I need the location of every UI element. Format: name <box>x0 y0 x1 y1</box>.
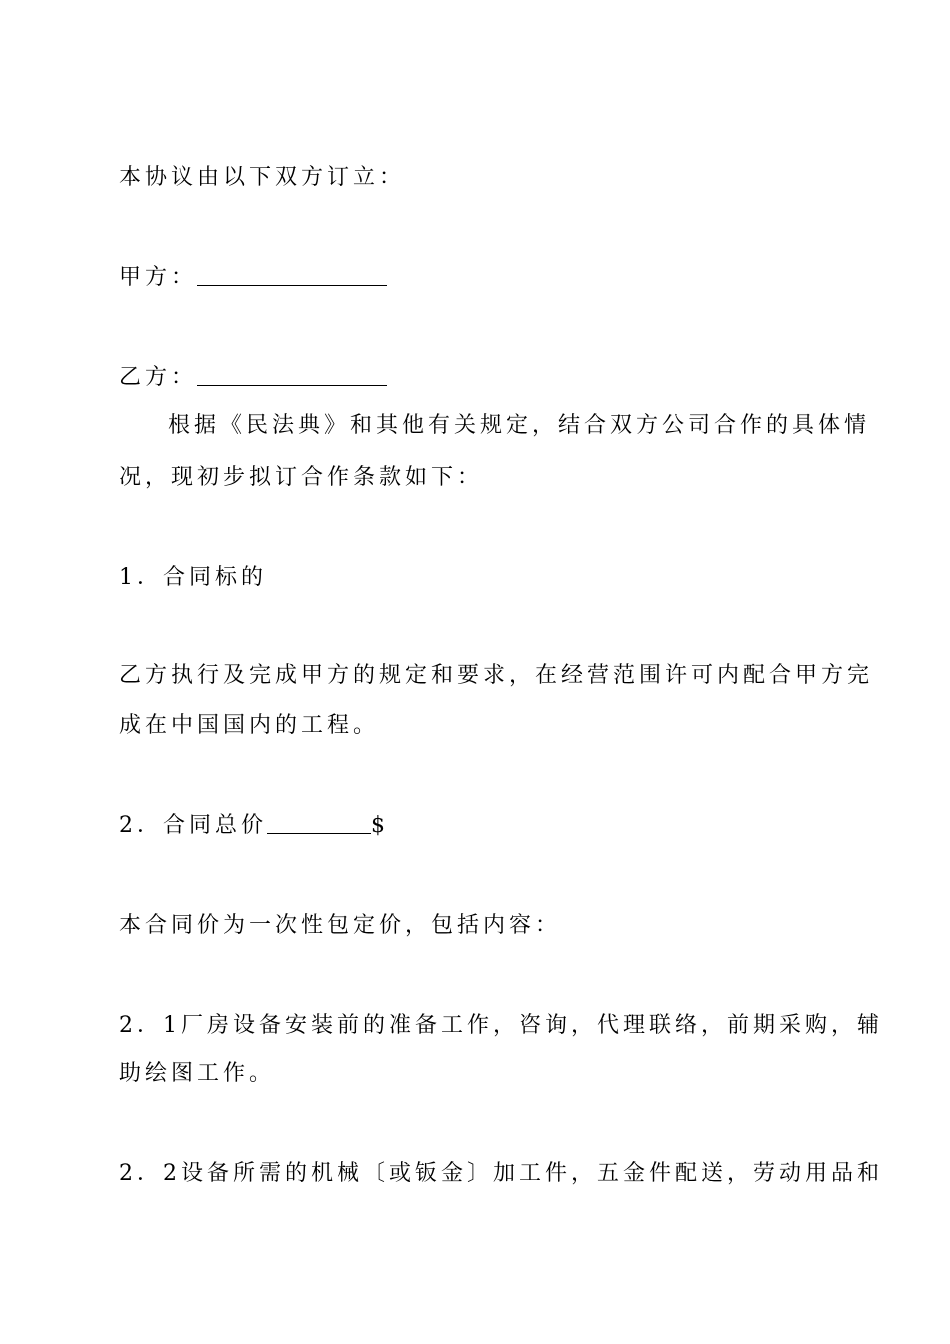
section-2-heading <box>119 811 389 841</box>
basis-paragraph-line-2: 况，现初步拟订合作条款如下： <box>119 465 484 490</box>
party-b-line <box>119 363 387 393</box>
section-2-heading-text: 2．合同总价 <box>119 813 267 838</box>
section-1-line-2: 成在中国国内的工程。 <box>119 713 380 738</box>
party-a-label: 甲方： <box>119 265 198 290</box>
party-b-label: 乙方： <box>119 365 198 390</box>
item-2-1-line-1: 2．1厂房设备安装前的准备工作，咨询，代理联络，前期采购，辅 <box>119 1013 883 1038</box>
contract-price-blank <box>267 813 371 834</box>
section-2-intro: 本合同价为一次性包定价，包括内容： <box>119 913 562 938</box>
party-b-blank <box>197 365 387 386</box>
intro-text: 本协议由以下双方订立： <box>119 165 406 190</box>
item-2-1-line-2: 助绘图工作。 <box>119 1061 276 1086</box>
currency-symbol: $ <box>371 813 389 838</box>
party-a-line <box>119 263 387 293</box>
item-2-2-line-1: 2．2设备所需的机械〔或钣金〕加工件，五金件配送，劳动用品和 <box>119 1161 883 1186</box>
section-1-line-1: 乙方执行及完成甲方的规定和要求，在经营范围许可内配合甲方完 <box>119 663 874 688</box>
party-a-blank <box>197 265 387 286</box>
section-1-heading: 1．合同标的 <box>119 565 267 590</box>
basis-paragraph-line-1: 根据《民法典》和其他有关规定，结合双方公司合作的具体情 <box>168 413 871 438</box>
